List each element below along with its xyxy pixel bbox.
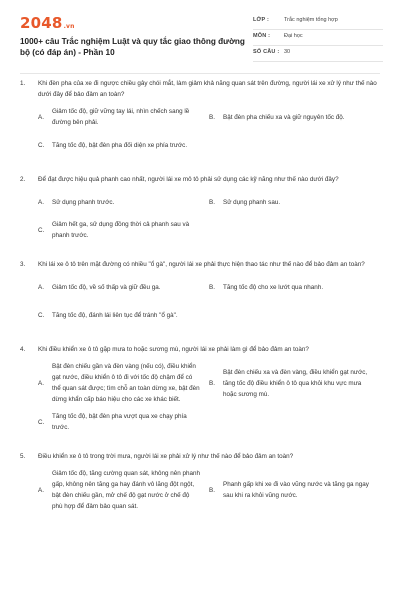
question-number: 2. — [20, 176, 26, 183]
meta-value: 30 — [284, 49, 291, 55]
question-text — [20, 344, 380, 355]
option-letter: A. — [38, 379, 44, 387]
option-a[interactable] — [38, 468, 209, 512]
question-4 — [20, 344, 380, 439]
question-3 — [20, 259, 380, 332]
question-number: 3. — [20, 261, 26, 268]
question-text — [20, 451, 380, 462]
option-c[interactable] — [38, 411, 209, 433]
option-text: Tăng tốc độ, đánh lái liên tục để tránh "ổ gà". — [52, 311, 178, 319]
options — [20, 361, 380, 439]
option-letter: B. — [209, 283, 215, 291]
option-letter: B. — [209, 198, 215, 206]
meta-row-class — [253, 14, 383, 30]
meta-value: Đại học — [284, 33, 303, 39]
question-body: Điều khiển xe ô tô trong trời mưa, người lái xe phải xử lý như thế nào để bảo đảm an toàn? — [38, 453, 294, 460]
question-5 — [20, 451, 380, 518]
option-letter: A. — [38, 486, 44, 494]
meta-value: Trắc nghiệm tổng hợp — [284, 17, 338, 23]
option-letter: B. — [209, 486, 215, 494]
page-header — [0, 0, 400, 64]
meta-box — [253, 14, 383, 62]
option-a[interactable] — [38, 361, 209, 405]
logo-suffix: .vn — [63, 23, 75, 30]
option-letter: C. — [38, 311, 45, 319]
option-letter: A. — [38, 198, 44, 206]
options — [20, 468, 380, 518]
option-c[interactable] — [38, 304, 209, 326]
option-letter: C. — [38, 418, 45, 426]
option-b[interactable] — [209, 191, 380, 213]
question-number: 1. — [20, 80, 26, 87]
question-number: 4. — [20, 346, 26, 353]
option-a[interactable] — [38, 191, 209, 213]
question-body: Khi lái xe ô tô trên mặt đường có nhiều "ổ gà", người lái xe phải thực hiện thao tác như thế nào để bảo đảm an toàn? — [38, 261, 365, 268]
question-1 — [20, 78, 380, 162]
option-text: Giảm tốc độ, tăng cường quan sát, không nên phanh gấp, không nên tăng ga hay đánh vô lăng đột ngột, bật đèn chiếu gần, mở chế độ gạt nước ở chế độ phù hợp để đảm bảo quan sát. — [52, 470, 201, 510]
option-text: Tăng tốc độ cho xe lướt qua nhanh. — [223, 283, 324, 291]
option-letter: C. — [38, 141, 45, 149]
question-text — [20, 174, 380, 185]
option-a[interactable] — [38, 106, 209, 128]
meta-label: MÔN : — [253, 33, 271, 39]
option-letter: A. — [38, 283, 44, 291]
meta-label: SỐ CÂU : — [253, 49, 280, 55]
option-c[interactable] — [38, 134, 209, 156]
options — [20, 276, 380, 332]
question-text — [20, 78, 380, 100]
option-b[interactable] — [209, 361, 380, 405]
meta-row-count — [253, 46, 383, 62]
option-text: Bật đèn chiếu gần và đèn vàng (nếu có), điều khiển gạt nước, điều khiển ô tô đi với tốc độ chậm để có thể quan sát được; tìm chỗ an toàn dừng xe, bật đèn dừng khẩn cấp báo hiệu cho các xe khác biết. — [52, 363, 200, 403]
option-a[interactable] — [38, 276, 209, 298]
header-divider — [20, 73, 380, 74]
option-text: Bật đèn chiếu xa và đèn vàng, điều khiển gạt nước, tăng tốc độ điều khiển ô tô qua khỏi khu vực mưa hoặc sương mù. — [223, 368, 368, 398]
site-logo[interactable] — [20, 14, 75, 32]
question-2 — [20, 174, 380, 247]
option-letter: A. — [38, 113, 44, 121]
meta-row-subject — [253, 30, 383, 46]
option-c[interactable] — [38, 219, 209, 241]
options — [20, 191, 380, 247]
option-b[interactable] — [209, 276, 380, 298]
question-list — [20, 78, 380, 530]
option-text: Giảm tốc độ, về số thấp và giữ đều ga. — [52, 283, 161, 291]
question-text — [20, 259, 380, 270]
option-text: Sử dụng phanh sau. — [223, 198, 281, 206]
meta-label: LỚP : — [253, 17, 269, 23]
option-b[interactable] — [209, 106, 380, 128]
options — [20, 106, 380, 162]
page-title: 1000+ câu Trắc nghiệm Luật và quy tắc giao thông đường bộ (có đáp án) - Phần 10 — [20, 37, 245, 57]
option-text: Giảm tốc độ, giữ vững tay lái, nhìn chếch sang lề đường bên phải. — [52, 108, 190, 126]
option-text: Giảm hết ga, sử dụng đồng thời cả phanh sau và phanh trước. — [52, 221, 190, 239]
option-text: Tăng tốc độ, bật đèn pha vượt qua xe chạy phía trước. — [52, 413, 187, 431]
question-body: Khi điều khiển xe ô tô gặp mưa to hoặc sương mù, người lái xe phải làm gì để bảo đảm an toàn? — [38, 346, 309, 353]
option-text: Bật đèn pha chiếu xa và giữ nguyên tốc độ. — [223, 113, 345, 121]
question-body: Để đạt được hiệu quả phanh cao nhất, người lái xe mô tô phải sử dụng các kỹ năng như thế nào dưới đây? — [38, 176, 339, 183]
question-body: Khi đèn pha của xe đi ngược chiều gây chói mắt, làm giảm khả năng quan sát trên đường, người lái xe xử lý như thế nào dưới đây để bảo đảm an toàn? — [38, 80, 377, 98]
option-letter: B. — [209, 113, 215, 121]
option-text: Tăng tốc độ, bật đèn pha đối diện xe phía trước. — [52, 141, 188, 149]
logo-text: 2048 — [20, 14, 63, 32]
option-text: Sử dụng phanh trước. — [52, 198, 115, 206]
question-number: 5. — [20, 453, 26, 460]
option-letter: C. — [38, 226, 45, 234]
option-text: Phanh gấp khi xe đi vào vũng nước và tăng ga ngay sau khi ra khỏi vũng nước. — [223, 481, 369, 499]
option-letter: B. — [209, 379, 215, 387]
option-b[interactable] — [209, 468, 380, 512]
